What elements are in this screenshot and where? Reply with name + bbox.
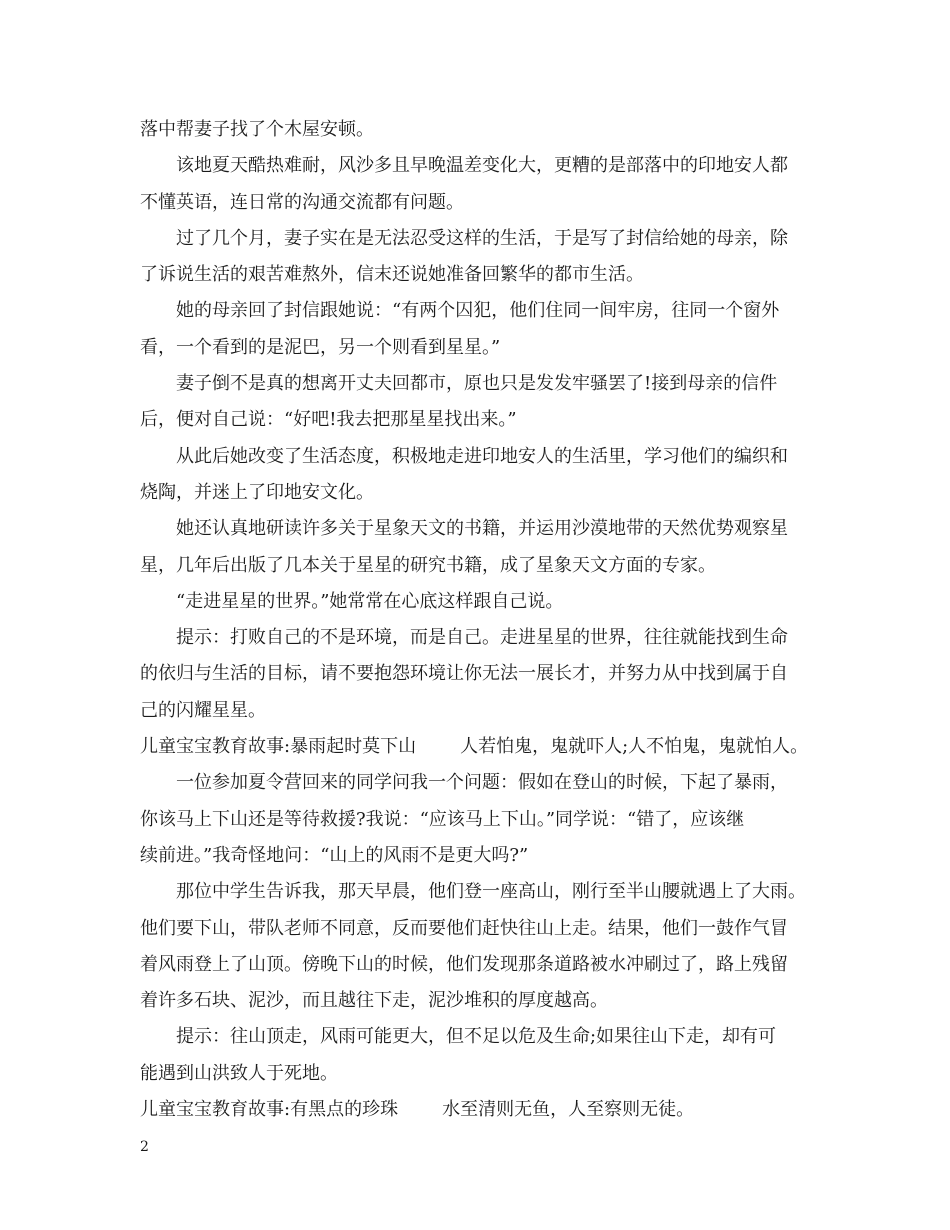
- page-body: [140, 112, 820, 1128]
- text-line: 的依归与生活的目标，请不要抱怨环境让你无法一展长才，并努力从中找到属于自: [140, 663, 788, 685]
- story-heading: [140, 1092, 820, 1128]
- text-line: 从此后她改变了生活态度，积极地走进印地安人的生活里，学习他们的编织和: [176, 445, 788, 467]
- text-line: “走进星星的世界。”她常常在心底这样跟自己说。: [176, 590, 564, 612]
- text-line: 提示：往山顶走，风雨可能更大，但不足以危及生命;如果往山下走，却有可: [176, 1026, 777, 1048]
- text-line: 续前进。”我奇怪地问：“山上的风雨不是更大吗?”: [140, 844, 529, 866]
- text-line: 她的母亲回了封信跟她说：“有两个囚犯，他们住同一间牢房，往同一个窗外: [176, 300, 780, 322]
- text-line: 你该马上下山还是等待救援?我说：“应该马上下山。”同学说：“错了，应该继: [140, 808, 745, 830]
- text-line: 她还认真地研读许多关于星象天文的书籍，并运用沙漠地带的天然优势观察星: [176, 518, 788, 540]
- text-line: 妻子倒不是真的想离开丈夫回都市，原也只是发发牢骚罢了!接到母亲的信件: [176, 373, 778, 395]
- text-line: 烧陶，并迷上了印地安文化。: [140, 481, 374, 503]
- text-line: 能遇到山洪致人于死地。: [140, 1062, 338, 1084]
- story-title: 儿童宝宝教育故事:暴雨起时莫下山: [140, 736, 417, 758]
- text-line: 己的闪耀星星。: [140, 699, 266, 721]
- text-line: 一位参加夏令营回来的同学问我一个问题：假如在登山的时候，下起了暴雨，: [176, 772, 788, 794]
- story-proverb: 人若怕鬼，鬼就吓人;人不怕鬼，鬼就怕人。: [460, 736, 809, 758]
- text-line: 后，便对自己说：“好吧!我去把那星星找出来。”: [140, 409, 517, 431]
- story-proverb: 水至清则无鱼，人至察则无徒。: [442, 1099, 695, 1121]
- story-heading: [140, 729, 820, 765]
- text-line: 落中帮妻子找了个木屋安顿。: [140, 119, 374, 140]
- page-number: 2: [140, 1139, 149, 1155]
- text-line: 那位中学生告诉我，那天早晨，他们登一座高山，刚行至半山腰就遇上了大雨。: [176, 881, 806, 903]
- text-line: 看，一个看到的是泥巴，另一个则看到星星。”: [140, 336, 501, 358]
- text-line: 着许多石块、泥沙，而且越往下走，泥沙堆积的厚度越高。: [140, 990, 608, 1012]
- text-line: 他们要下山，带队老师不同意，反而要他们赶快往山上走。结果，他们一鼓作气冒: [140, 917, 788, 939]
- text-line: 不懂英语，连日常的沟通交流都有问题。: [140, 191, 464, 213]
- text-line: 着风雨登上了山顶。傍晚下山的时候，他们发现那条道路被水冲刷过了，路上残留: [140, 953, 788, 975]
- text-line: 该地夏天酷热难耐，风沙多且早晚温差变化大，更糟的是部落中的印地安人都: [176, 155, 788, 177]
- text-line: 星，几年后出版了几本关于星星的研究书籍，成了星象天文方面的专家。: [140, 554, 716, 576]
- text-line: 过了几个月，妻子实在是无法忍受这样的生活，于是写了封信给她的母亲，除: [176, 227, 788, 249]
- story-title: 儿童宝宝教育故事:有黑点的珍珠: [140, 1099, 399, 1121]
- text-line: 了诉说生活的艰苦难熬外，信末还说她准备回繁华的都市生活。: [140, 264, 644, 286]
- text-line: 提示：打败自己的不是环境，而是自己。走进星星的世界，往往就能找到生命: [176, 627, 788, 649]
